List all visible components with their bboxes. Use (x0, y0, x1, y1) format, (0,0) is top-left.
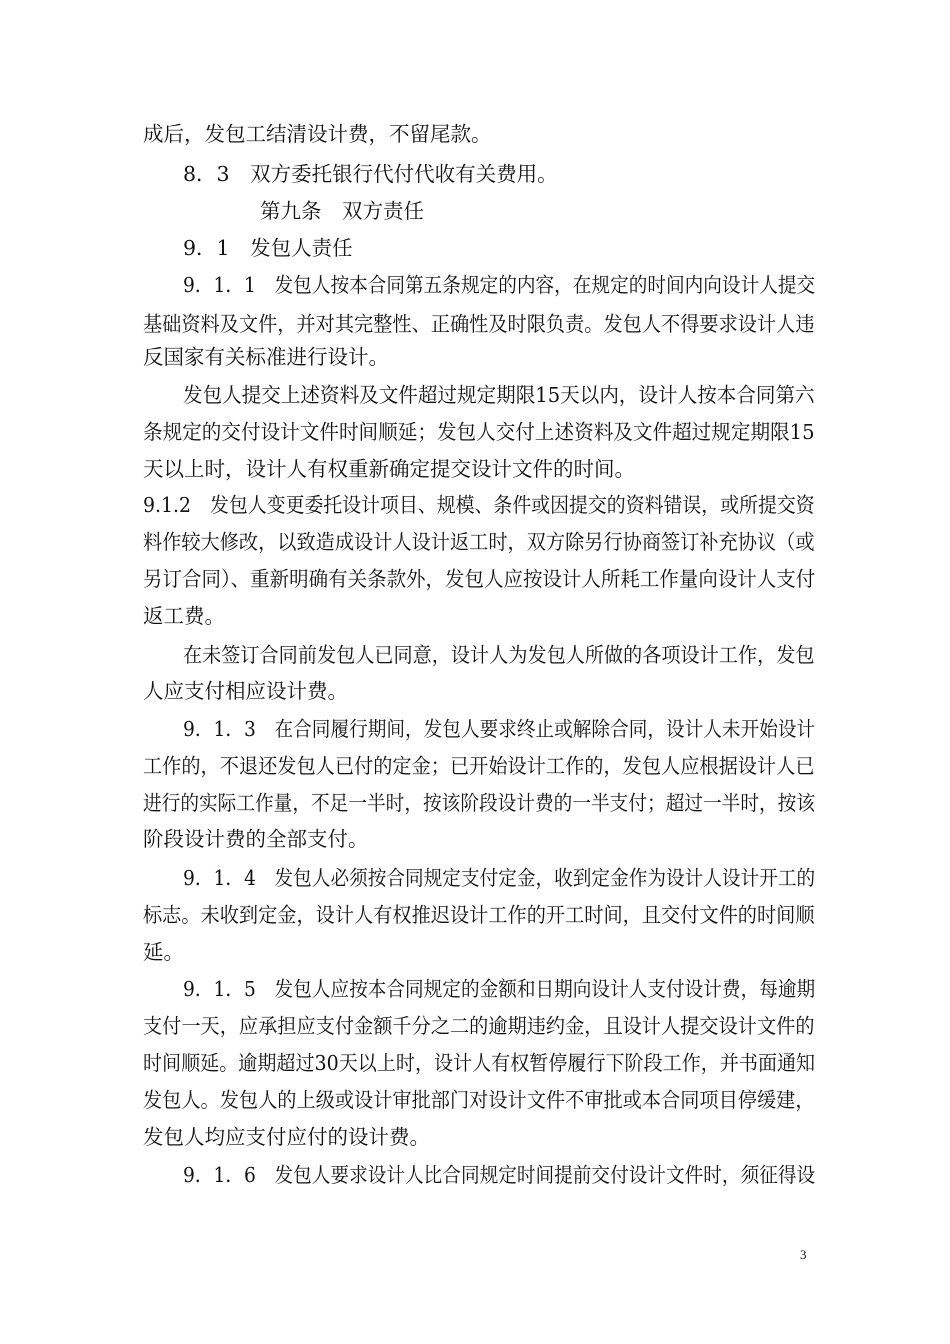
text-line: 在未签订合同前发包人已同意，设计人为发包人所做的各项设计工作，发包 (183, 643, 815, 667)
text-line: 进行的实际工作量，不足一半时，按该阶段设计费的一半支付；超过一半时，按该 (143, 791, 816, 815)
text-line: 9．1．6 发包人要求设计人比合同规定时间提前交付设计文件时，须征得设 (183, 1163, 816, 1187)
text-line: 反国家有关标准进行设计。 (143, 345, 389, 369)
text-line: 天以上时，设计人有权重新确定提交设计文件的时间。 (143, 457, 635, 481)
page-number: 3 (800, 1247, 807, 1262)
text-line: 延。 (143, 940, 184, 964)
text-line: 9．1．5 发包人应按本合同规定的金额和日期向设计人支付设计费，每逾期 (183, 977, 816, 1001)
text-line: 工作的，不退还发包人已付的定金；已开始设计工作的，发包人应根据设计人已 (143, 754, 815, 778)
text-line: 发包人均应支付应付的设计费。 (143, 1125, 430, 1149)
text-line: 支付一天，应承担应支付金额千分之二的逾期违约金，且设计人提交设计文件的 (143, 1014, 815, 1038)
text-line: 人应支付相应设计费。 (143, 679, 348, 703)
text-line: 基础资料及文件，并对其完整性、正确性及时限负责。发包人不得要求设计人违 (143, 312, 815, 336)
subsection-heading: 9．1 发包人责任 (183, 236, 353, 260)
text-line: 9．1．4 发包人必须按合同规定支付定金，收到定金作为设计人设计开工的 (183, 866, 816, 890)
text-line: 料作较大修改，以致造成设计人设计返工时，双方除另行协商签订补充协议（或 (143, 530, 815, 554)
text-line: 9.1.2 发包人变更委托设计项目、规模、条件或因提交的资料错误，或所提交资 (143, 493, 815, 517)
text-line: 标志。未收到定金，设计人有权推迟设计工作的开工时间，且交付文件的时间顺 (143, 903, 815, 927)
text-line: 8．3 双方委托银行代付代收有关费用。 (183, 162, 558, 186)
text-line: 条规定的交付设计文件时间顺延；发包人交付上述资料及文件超过规定期限15 (143, 420, 815, 444)
text-line: 9．1．3 在合同履行期间，发包人要求终止或解除合同，设计人未开始设计 (183, 717, 816, 741)
section-heading: 第九条 双方责任 (260, 199, 424, 223)
text-line: 发包人。发包人的上级或设计审批部门对设计文件不审批或本合同项目停缓建， (143, 1088, 815, 1112)
text-line: 时间顺延。逾期超过30天以上时，设计人有权暂停履行下阶段工作，并书面通知 (143, 1051, 816, 1075)
text-line: 阶段设计费的全部支付。 (143, 827, 369, 851)
text-line: 返工费。 (143, 604, 225, 628)
text-line: 成后，发包工结清设计费，不留尾款。 (143, 122, 492, 146)
text-line: 9．1．1 发包人按本合同第五条规定的内容，在规定的时间内向设计人提交 (183, 273, 816, 297)
text-line: 发包人提交上述资料及文件超过规定期限15天以内，设计人按本合同第六 (183, 383, 815, 407)
text-line: 另订合同）、重新明确有关条款外，发包人应按设计人所耗工作量向设计人支付 (143, 567, 816, 591)
